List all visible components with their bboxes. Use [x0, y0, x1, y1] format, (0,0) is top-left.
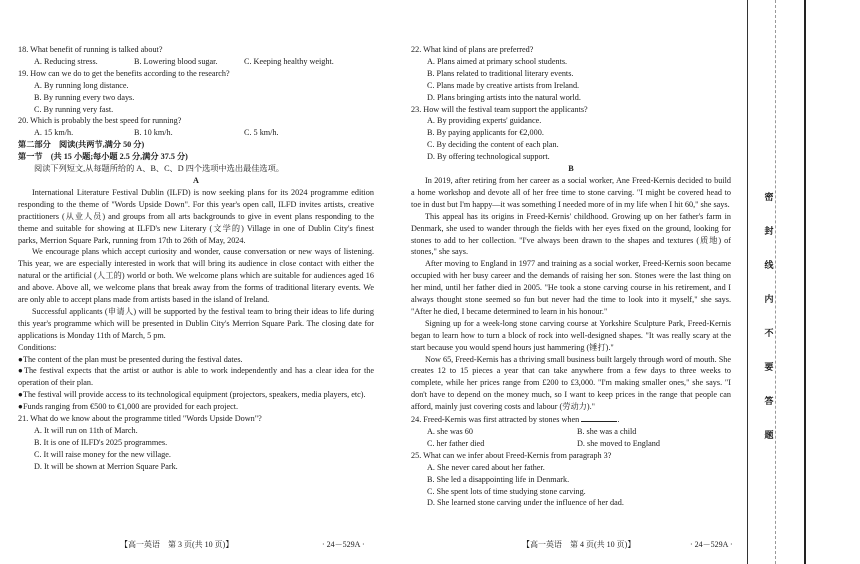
option-a: A. Plans aimed at primary school students.	[427, 56, 568, 66]
seal-char: 题	[764, 430, 774, 440]
seal-warning-text	[762, 180, 776, 452]
option-b: B. Lowering blood sugar.	[134, 56, 218, 66]
condition-item: ●The festival will provide access to its technological equipment (projectors, speakers, media players, etc).	[18, 390, 366, 400]
passage-a-paragraph-1: International Literature Festival Dublin (ILFD) is now seeking plans for its 2024 programme edition responding to the theme of "Words Upside Down". For this year's open call, ILFD invites artists, creative practitioners (从业人员) and groups from all arts backgrounds to give in event plans responding to the theme and suitable for showing at ILFD's new Literary (文学的) Village in one of Dublin City's finest parks, Merrion Square Park, running from 17th to 26th of May, 2024.	[18, 187, 374, 245]
option-c: C. Plans made by creative artists from Ireland.	[427, 80, 580, 90]
question-25: 25. What can we infer about Freed-Kernis from paragraph 3?	[411, 450, 612, 460]
passage-a-paragraph-3: Successful applicants (申请人) will be supported by the festival team to bring their ideas to life during this year's programme which will be presented in Dublin City's Merrion Square Park. The closing date for applications is Monday 11th of March, 5 pm.	[18, 306, 374, 340]
option-b: B. she was a child	[577, 427, 637, 436]
passage-b-paragraph-4: Signing up for a week-long stone carving course at Yorkshire Sculpture Park, Freed-Kernis began to learn how to turn a block of rock into well-designed shapes. "It was really scary at the start because you would spend hours just hammering (锤打)."	[411, 318, 731, 352]
passage-b-paragraph-3: After moving to England in 1977 and training as a social worker, Freed-Kernis soon became occupied with her busy career and the demands of raising her son. Stones were the last thing on her mind, until her father died in 2005. "He took a stone carving course in his retirement, and I always thought stone seemed so fun but never had the time to look into it myself," she says. "After he died, I became determined to learn in his honour."	[411, 259, 731, 316]
page-code-left: · 24－529A ·	[322, 540, 365, 549]
rail-border-line	[804, 0, 806, 564]
right-page	[411, 44, 731, 509]
q24-options	[411, 438, 731, 450]
condition-item: ●The festival expects that the artist or author is able to work independently and has a clear idea for the operation of their plan.	[18, 366, 374, 388]
passage-a-paragraph-2: We encourage plans which accept curiosity and wonder, cause conversation or new ways of listening. This year, we are especially interested in work that will bring its audience in close contact with either the natural or the artificial (人工的) world or both. We welcome plans which are suitable for audiences aged 16 and above. Above all, we welcome plans that break away from the forms of traditional literary events. We are only able to accept plans made from artists based in the island of Ireland.	[18, 247, 374, 305]
seal-char: 密	[764, 192, 774, 202]
passage-b-paragraph-1: In 2019, after retiring from her career as a social worker, Ane Freed-Kernis decided to build a home workshop and devote all of her free time to stone carving. "I might be covered head to toe in dust but I'm happy—it was something I needed more of in my life when I hit 60," she says.	[411, 175, 731, 209]
option-a: A. She never cared about her father.	[427, 462, 545, 472]
option-b: B. By running every two days.	[34, 92, 135, 102]
page-footer-right: 【高一英语 第 4 页(共 10 页)】	[522, 540, 636, 549]
q20-options	[18, 127, 374, 139]
part-heading: 第二部分 阅读(共两节,满分 50 分)	[18, 140, 145, 150]
option-c: C. She spent lots of time studying stone carving.	[427, 486, 586, 496]
passage-b-paragraph-5: Now 65, Freed-Kernis has a thriving small business built largely through word of mouth. She creates 12 to 15 pieces a year that can take anywhere from a few days to three weeks to complete, while her prices range from £200 to £3,000. "I'm making smaller ones," she says. "I don't have to depend on the money much, so I want to keep prices in the range that people can afford, mainly just covering costs and labour (劳动力)."	[411, 354, 731, 412]
option-a: A. By providing experts' guidance.	[427, 116, 542, 126]
option-b: B. Plans related to traditional literary events.	[427, 68, 574, 78]
option-d: D. she moved to England	[577, 438, 660, 448]
option-c: C. Keeping healthy weight.	[244, 56, 334, 66]
question-20: 20. Which is probably the best speed for running?	[18, 116, 182, 126]
option-d: D. Plans bringing artists into the natural world.	[427, 92, 581, 102]
rail-border-line	[747, 0, 748, 564]
passage-a-label: A	[193, 175, 199, 185]
option-c: C. By deciding the content of each plan.	[427, 140, 559, 150]
q24-options	[411, 426, 731, 438]
question-19: 19. How can we do to get the benefits according to the research?	[18, 68, 230, 78]
option-a: A. By running long distance.	[34, 80, 129, 90]
condition-item: ●The content of the plan must be presented during the festival dates.	[18, 354, 243, 364]
question-24-text: 24. Freed-Kernis was first attracted by stones when	[411, 415, 580, 425]
seal-char: 线	[764, 260, 774, 270]
condition-item: ●Funds ranging from €500 to €1,000 are provided for each project.	[18, 402, 239, 412]
question-18: 18. What benefit of running is talked about?	[18, 45, 163, 54]
page-footer-left: 【高一英语 第 3 页(共 10 页)】	[120, 540, 234, 549]
question-23: 23. How will the festival team support the applicants?	[411, 104, 588, 114]
left-page	[18, 44, 374, 473]
option-a: A. she was 60	[427, 427, 473, 436]
option-c: C. It will raise money for the new village.	[34, 449, 171, 459]
option-c: C. her father died	[427, 438, 485, 448]
passage-b-label: B	[568, 164, 574, 174]
option-a: A. Reducing stress.	[34, 56, 98, 66]
question-22: 22. What kind of plans are preferred?	[411, 45, 534, 54]
option-a: A. 15 km/h.	[34, 128, 74, 138]
passage-b-paragraph-2: This appeal has its origins in Freed-Kernis' childhood. Growing up on her father's farm in Denmark, she used to wander through the fields with her eyes fixed on the ground, looking for stones to add to her collection. "I've always been drawn to the shapes and textures (质地) of stones," she says.	[411, 211, 731, 257]
option-b: B. It is one of ILFD's 2025 programmes.	[34, 437, 168, 447]
option-d: D. It will be shown at Merrion Square Park.	[34, 461, 178, 471]
option-d: D. She learned stone carving under the influence of her dad.	[427, 498, 624, 508]
option-b: B. By paying applicants for €2,000.	[427, 128, 544, 138]
option-c: C. By running very fast.	[34, 104, 114, 114]
seal-char: 要	[764, 362, 774, 372]
option-d: D. By offering technological support.	[427, 152, 550, 162]
seal-char: 内	[764, 294, 774, 304]
binding-rail	[742, 0, 860, 564]
option-c: C. 5 km/h.	[244, 128, 279, 138]
question-21: 21. What do we know about the programme titled "Words Upside Down"?	[18, 414, 262, 424]
q18-options	[18, 56, 374, 68]
seal-char: 答	[764, 396, 774, 406]
instruction: 阅读下列短文,从每题所给的 A、B、C、D 四个选项中选出最佳选项。	[34, 164, 284, 174]
option-b: B. She led a disappointing life in Denmark.	[427, 474, 570, 484]
seal-char: 封	[764, 226, 774, 236]
question-24: 24. Freed-Kernis was first attracted by stones when .	[411, 415, 620, 425]
page-code-right: · 24－529A ·	[690, 540, 733, 549]
section-heading: 第一节 (共 15 小题;每小题 2.5 分,满分 37.5 分)	[18, 152, 188, 162]
option-a: A. It will run on 11th of March.	[34, 426, 138, 435]
conditions-label: Conditions:	[18, 342, 57, 352]
option-b: B. 10 km/h.	[134, 128, 173, 138]
seal-char: 不	[764, 328, 774, 338]
answer-blank	[581, 413, 617, 422]
